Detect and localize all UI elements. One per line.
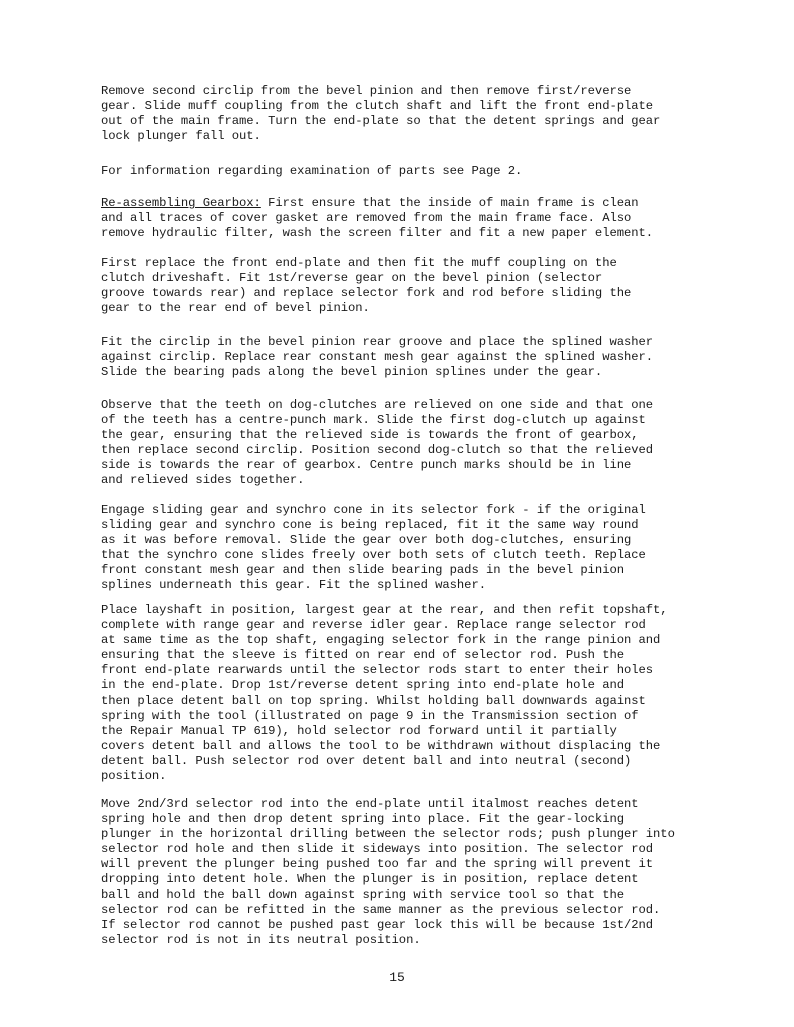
paragraph-selector-rod: Move 2nd/3rd selector rod into the end-plate until italmost reaches detent spring hole and then drop detent spring into place. Fit the gear-locking plunger in the horizontal drilling between the selector rods; push plunger into selector rod hole and then slide it sideways into position. The selector rod will prevent the plunger being pushed too far and the spring will prevent it dropping into detent hole. When the plunger is in position, replace detent ball and hold the ball down against spring with service tool so that the selector rod can be refitted in the same manner as the previous selector rod. If selector rod cannot be pushed past gear lock this will be because 1st/2nd selector rod is not in its neutral position. <box>101 797 675 947</box>
section-heading-reassembling: Re-assembling Gearbox: <box>101 196 261 210</box>
paragraph-sliding-gear: Engage sliding gear and synchro cone in its selector fork - if the original sliding gear and synchro cone is being replaced, fit it the same way round as it was before removal. Slide the gear over both dog-clutches, ensuring that the synchro cone slides freely over both sets of clutch teeth. Replace front constant mesh gear and then slide bearing pads in the bevel pinion splines underneath this gear. Fit the splined washer. <box>101 503 646 593</box>
paragraph-layshaft: Place layshaft in position, largest gear at the rear, and then refit topshaft, complete with range gear and reverse idler gear. Replace range selector rod at same time as the top shaft, engaging selector fork in the range pinion and ensuring that the sleeve is fitted on rear end of selector rod. Push the front end-plate rearwards until the selector rods start to enter their holes in the end-plate. Drop 1st/reverse detent spring into end-plate hole and then place detent ball on top spring. Whilst holding ball downwards against spring with the tool (illustrated on page 9 in the Transmission section of the Repair Manual TP 619), hold selector rod forward until it partially covers detent ball and allows the tool to be withdrawn without displacing the detent ball. Push selector rod over detent ball and into neutral (second) position. <box>101 603 668 784</box>
paragraph-dog-clutches: Observe that the teeth on dog-clutches are relieved on one side and that one of the teeth has a centre-punch mark. Slide the first dog-clutch up against the gear, ensuring that the relieved side is towards the front of gearbox, then replace second circlip. Position second dog-clutch so that the relieved side is towards the rear of gearbox. Centre punch marks should be in line and relieved sides together. <box>101 398 654 488</box>
paragraph-remove-circlip: Remove second circlip from the bevel pinion and then remove first/reverse gear. Slide muff coupling from the clutch shaft and lift the front end-plate out of the main frame. Turn the end-plate so that the detent springs and gear lock plunger fall out. <box>101 84 661 144</box>
paragraph-circlip-groove: Fit the circlip in the bevel pinion rear groove and place the splined washer against circlip. Replace rear constant mesh gear against the splined washer. Slide the bearing pads along the bevel pinion splines under the gear. <box>101 335 654 380</box>
paragraph-reassembling-text: First ensure that the inside of main frame is clean and all traces of cover gasket are removed from the main frame face. Also remove hydraulic filter, wash the screen filter and fit a new paper element. <box>101 196 654 241</box>
paragraph-front-end-plate: First replace the front end-plate and then fit the muff coupling on the clutch driveshaft. Fit 1st/reverse gear on the bevel pinion (selector groove towards rear) and replace selector fork and rod before sliding the gear to the rear end of bevel pinion. <box>101 256 632 316</box>
paragraph-examination-info: For information regarding examination of parts see Page 2. <box>101 164 523 178</box>
page-number: 15 <box>389 970 405 985</box>
paragraph-reassembling <box>101 196 653 241</box>
